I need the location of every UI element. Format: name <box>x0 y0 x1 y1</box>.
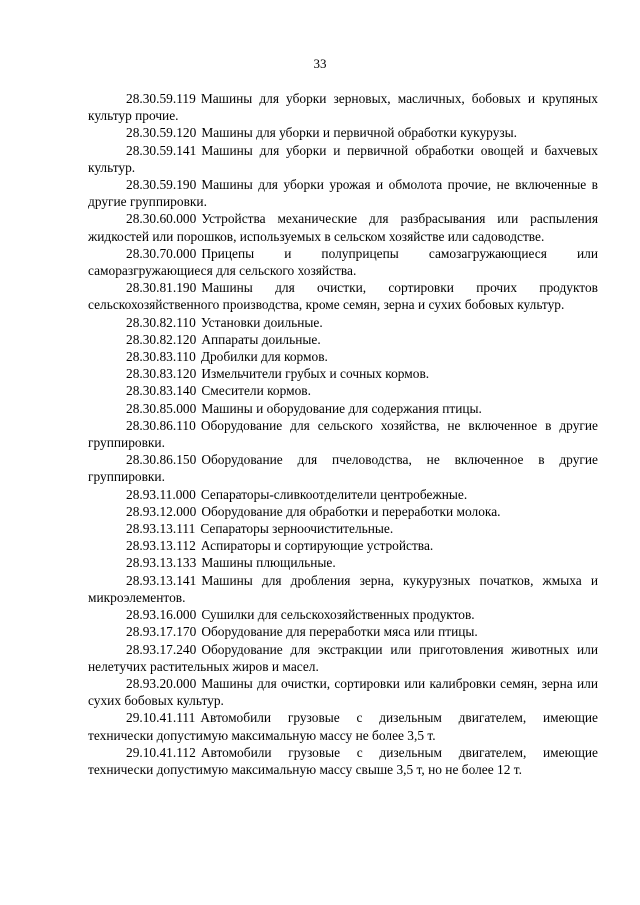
list-item <box>88 348 598 365</box>
entry-description: Машины для уборки и первичной обработки кукурузы. <box>201 125 518 141</box>
entry-description: Сепараторы-сливкоотделители центробежные. <box>200 486 468 502</box>
entry-description: Дробилки для кормов. <box>200 349 328 365</box>
entry-description: Машины для дробления зерна, кукурузных початков, жмыха и микроэлементов. <box>88 572 598 605</box>
list-item <box>88 124 598 141</box>
entry-description: Оборудование для пчеловодства, не включенное в другие группировки. <box>88 452 598 485</box>
entry-code: 29.10.41.112 <box>126 744 196 760</box>
entry-description: Машины для очистки, сортировки прочих продуктов сельскохозяйственного производства, кроме семян, зерна и сухих бобовых культур. <box>88 280 598 313</box>
entry-code: 28.93.17.240 <box>126 641 197 657</box>
entry-code: 28.93.13.141 <box>126 572 197 588</box>
entry-code: 28.30.59.119 <box>126 91 196 106</box>
entry-code: 29.10.41.111 <box>126 710 196 726</box>
entry-code: 28.93.13.112 <box>126 538 196 554</box>
page-number: 33 <box>313 56 327 71</box>
entry-code: 28.93.16.000 <box>126 607 197 623</box>
entry-description: Аспираторы и сортирующие устройства. <box>200 538 434 554</box>
entry-code: 28.30.60.000 <box>126 211 197 227</box>
entry-description: Машины для уборки урожая и обмолота прочие, не включенные в другие группировки. <box>88 177 598 210</box>
entry-description: Сепараторы зерноочистительные. <box>200 521 394 537</box>
list-item <box>88 537 598 554</box>
entry-description: Оборудование для экстракции или приготовления животных или нелетучих растительных жиров и масел. <box>88 641 598 674</box>
list-item <box>88 554 598 571</box>
list-item <box>88 520 598 537</box>
entry-description: Устройства механические для разбрасывания или распыления жидкостей или порошков, используемых в сельском хозяйстве или садоводстве. <box>88 211 598 244</box>
entry-description: Измельчители грубых и сочных кормов. <box>201 366 430 382</box>
entry-code: 28.30.86.110 <box>126 417 196 433</box>
list-item <box>88 331 598 348</box>
entry-code: 28.30.86.150 <box>126 452 197 468</box>
entry-description: Машины для уборки и первичной обработки овощей и бахчевых культур. <box>88 142 598 175</box>
entry-code: 28.30.59.190 <box>126 177 197 193</box>
entry-description: Установки доильные. <box>200 314 323 330</box>
list-item <box>88 245 598 279</box>
list-item <box>88 641 598 675</box>
list-item <box>88 314 598 331</box>
entry-description: Машины плющильные. <box>201 555 336 571</box>
entry-description: Автомобили грузовые с дизельным двигателем, имеющие технически допустимую максимальную массу не более 3,5 т. <box>88 710 598 743</box>
list-item <box>88 675 598 709</box>
list-item <box>88 142 598 176</box>
list-item <box>88 365 598 382</box>
list-item <box>88 709 598 743</box>
entry-code: 28.93.17.170 <box>126 624 197 640</box>
list-item <box>88 176 598 210</box>
entry-code: 28.93.11.000 <box>126 486 196 502</box>
entry-description: Смесители кормов. <box>201 383 311 399</box>
entry-description: Автомобили грузовые с дизельным двигателем, имеющие технически допустимую максимальную массу свыше 3,5 т, но не более 12 т. <box>88 744 598 777</box>
classification-list <box>88 90 598 778</box>
entry-code: 28.30.70.000 <box>126 245 197 261</box>
entry-description: Машины для очистки, сортировки или калибровки семян, зерна или сухих бобовых культур. <box>88 675 598 709</box>
entry-description: Прицепы и полуприцепы самозагружающиеся или саморазгружающиеся для сельского хозяйства. <box>88 245 598 279</box>
entry-description: Оборудование для сельского хозяйства, не включенное в другие группировки. <box>88 417 598 451</box>
list-item <box>88 606 598 623</box>
entry-code: 28.30.82.120 <box>126 331 197 347</box>
entry-code: 28.30.59.141 <box>126 142 197 158</box>
entry-description: Оборудование для обработки и переработки молока. <box>201 503 501 519</box>
entry-code: 28.30.83.110 <box>126 349 196 365</box>
list-item <box>88 417 598 451</box>
entry-description: Машины для уборки зерновых, масличных, бобовых и крупяных культур прочие. <box>88 91 598 124</box>
entry-code: 28.93.12.000 <box>126 503 197 519</box>
list-item <box>88 744 598 778</box>
entry-code: 28.93.20.000 <box>126 675 197 691</box>
list-item <box>88 572 598 606</box>
entry-code: 28.93.13.133 <box>126 555 197 571</box>
list-item <box>88 279 598 313</box>
entry-code: 28.30.82.110 <box>126 314 196 330</box>
list-item <box>88 451 598 485</box>
entry-description: Сушилки для сельскохозяйственных продуктов. <box>201 607 475 623</box>
list-item <box>88 90 598 124</box>
entry-code: 28.30.85.000 <box>126 400 197 416</box>
list-item <box>88 503 598 520</box>
entry-description: Аппараты доильные. <box>201 331 321 347</box>
entry-description: Машины и оборудование для содержания птицы. <box>201 400 482 416</box>
list-item <box>88 382 598 399</box>
list-item <box>88 486 598 503</box>
entry-code: 28.30.83.140 <box>126 383 197 399</box>
entry-code: 28.93.13.111 <box>126 521 196 537</box>
list-item <box>88 623 598 640</box>
list-item <box>88 210 598 244</box>
entry-code: 28.30.83.120 <box>126 366 197 382</box>
entry-description: Оборудование для переработки мяса или птицы. <box>201 624 478 640</box>
list-item <box>88 400 598 417</box>
entry-code: 28.30.59.120 <box>126 125 197 141</box>
entry-code: 28.30.81.190 <box>126 280 197 296</box>
